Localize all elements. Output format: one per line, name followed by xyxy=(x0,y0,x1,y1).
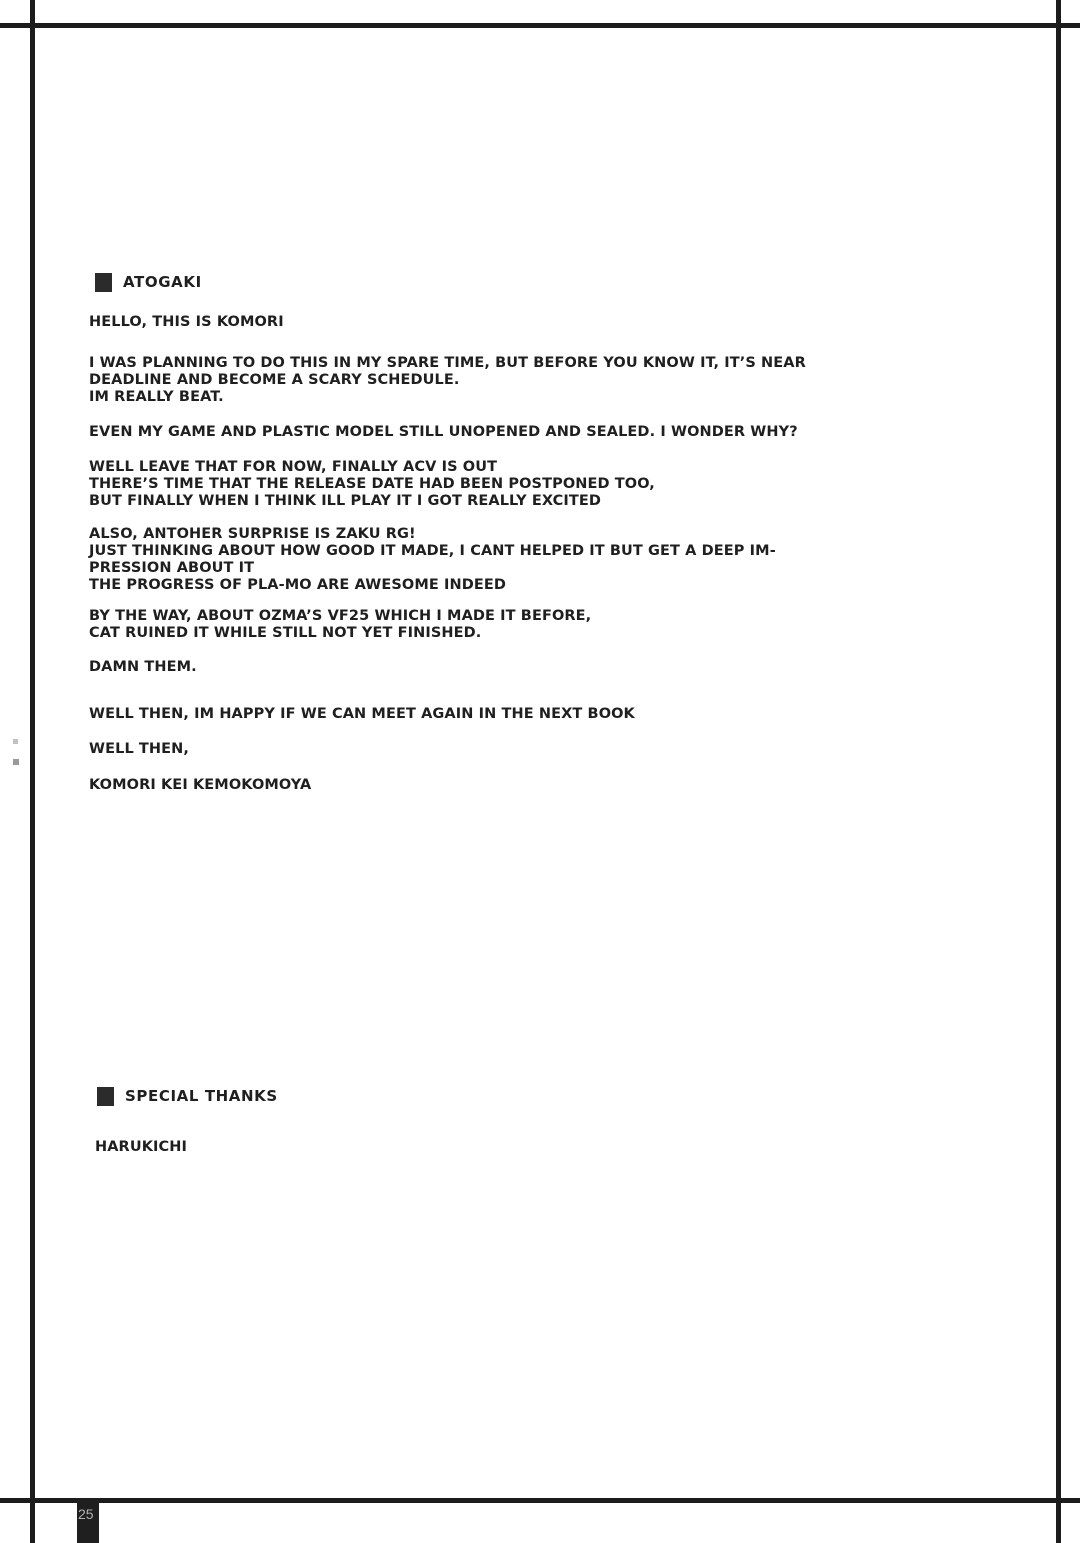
page-right-rule xyxy=(1056,0,1061,1543)
paragraph-damn xyxy=(89,659,989,676)
text-line: ALSO, ANTOHER SURPRISE IS ZAKU RG! xyxy=(89,526,416,542)
text-line: WELL LEAVE THAT FOR NOW, FINALLY ACV IS OUT xyxy=(89,459,498,475)
paragraph-vf25 xyxy=(89,608,989,642)
afterword-section xyxy=(89,272,989,794)
special-thanks-header xyxy=(97,1086,689,1106)
paragraph-acv xyxy=(89,459,989,510)
special-thanks-header-label: SPECIAL THANKS xyxy=(125,1087,278,1105)
text-line: WELL THEN, xyxy=(89,741,190,757)
author-signature: KOMORI KEI KEMOKOMOYA xyxy=(89,777,312,793)
paragraph-zaku xyxy=(89,526,989,594)
page-top-rule xyxy=(0,23,1080,28)
page-number: 25 xyxy=(78,1506,94,1522)
text-line: EVEN MY GAME AND PLASTIC MODEL STILL UNOPENED AND SEALED. I WONDER WHY? xyxy=(89,424,798,440)
page-bottom-rule xyxy=(0,1498,1080,1503)
text-line: PRESSION ABOUT IT xyxy=(89,560,255,576)
paragraph-well-then xyxy=(89,741,989,758)
paragraph-greeting xyxy=(89,314,989,331)
text-line: THE PROGRESS OF PLA-MO ARE AWESOME INDEED xyxy=(89,577,507,593)
page-number-tab xyxy=(77,1498,99,1543)
section-bullet-square-icon xyxy=(97,1087,114,1106)
text-line: CAT RUINED IT WHILE STILL NOT YET FINISHED. xyxy=(89,625,482,641)
paragraph-game-model xyxy=(89,424,989,441)
scan-speck xyxy=(13,739,18,744)
text-line: IM REALLY BEAT. xyxy=(89,389,224,405)
paragraph-next-book xyxy=(89,706,989,723)
atogaki-header xyxy=(95,272,989,292)
text-line: WELL THEN, IM HAPPY IF WE CAN MEET AGAIN IN THE NEXT BOOK xyxy=(89,706,635,722)
text-line: BUT FINALLY WHEN I THINK ILL PLAY IT I GOT REALLY EXCITED xyxy=(89,493,602,509)
special-thanks-section xyxy=(89,1086,689,1156)
text-line: DAMN THEM. xyxy=(89,659,197,675)
text-line: DEADLINE AND BECOME A SCARY SCHEDULE. xyxy=(89,372,460,388)
atogaki-header-label: ATOGAKI xyxy=(123,273,202,291)
page-left-rule xyxy=(30,0,35,1543)
text-line: HELLO, THIS IS KOMORI xyxy=(89,314,284,330)
section-bullet-square-icon xyxy=(95,273,112,292)
paragraph-deadline xyxy=(89,355,989,406)
scan-speck xyxy=(13,759,19,765)
text-line: I WAS PLANNING TO DO THIS IN MY SPARE TIME, BUT BEFORE YOU KNOW IT, IT’S NEAR xyxy=(89,355,806,371)
paragraph-signature xyxy=(89,777,989,794)
special-thanks-name: HARUKICHI xyxy=(95,1139,187,1155)
text-line: BY THE WAY, ABOUT OZMA’S VF25 WHICH I MADE IT BEFORE, xyxy=(89,608,592,624)
text-line: JUST THINKING ABOUT HOW GOOD IT MADE, I CANT HELPED IT BUT GET A DEEP IM- xyxy=(89,543,776,559)
text-line: THERE’S TIME THAT THE RELEASE DATE HAD BEEN POSTPONED TOO, xyxy=(89,476,655,492)
